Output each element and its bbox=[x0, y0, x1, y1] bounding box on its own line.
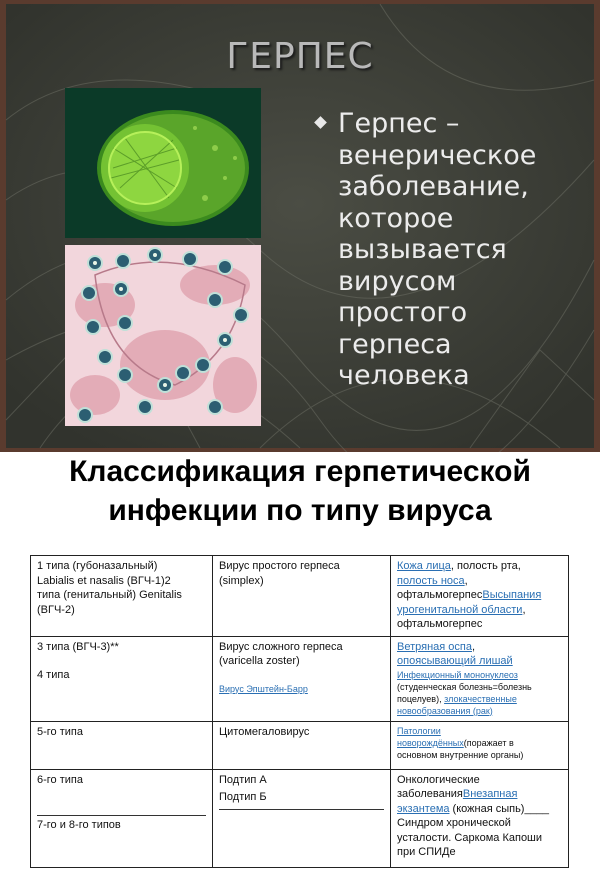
slide-title: ГЕРПЕС bbox=[226, 36, 374, 77]
table-cell-type: 5-го типа bbox=[31, 721, 213, 769]
link-chickenpox[interactable]: Ветряная оспа bbox=[397, 640, 472, 653]
link-shingles[interactable]: опоясывающий лишай bbox=[397, 655, 513, 667]
link-epstein-barr[interactable]: Вирус Эпштейн-Барр bbox=[219, 683, 308, 694]
table-cell-type: 3 типа (ВГЧ-3)** 4 типа bbox=[31, 636, 213, 721]
infected-cells-micrograph bbox=[65, 245, 261, 426]
link-urogenital[interactable]: урогенитальной области bbox=[397, 603, 523, 616]
table-row bbox=[31, 636, 569, 721]
link-malignant[interactable]: злокачественные bbox=[444, 693, 517, 704]
link-rash[interactable]: Высыпания bbox=[482, 589, 542, 601]
link-skin-face[interactable]: Кожа лица bbox=[397, 560, 451, 572]
table-row bbox=[31, 556, 569, 637]
link-nasal-cavity[interactable]: полость носа bbox=[397, 574, 465, 587]
link-neoplasms[interactable]: новообразования (рак) bbox=[397, 705, 493, 716]
table-row bbox=[31, 721, 569, 769]
table-cell-virus: Вирус простого герпеса (simplex) bbox=[213, 556, 391, 637]
herpes-virus-micrograph bbox=[65, 88, 261, 238]
table-cell-manifestations: Патологии новорождённых(поражает в основном внутренние органы) bbox=[391, 721, 569, 769]
table-cell-manifestations: Онкологические заболеванияВнезапная экзантема (кожная сыпь)____ Синдром хронической усталости. Саркома Капоши при СПИДе bbox=[391, 769, 569, 867]
table-cell-manifestations: Ветряная оспа, опоясывающий лишай Инфекционный мононуклеоз (студенческая болезнь=болезнь поцелуев), злокачественные новообразования (рак) bbox=[391, 636, 569, 721]
slide-bullet-text: Герпес – венерическое заболевание, которое вызывается вирусом простого герпеса человека bbox=[338, 108, 537, 391]
divider-line bbox=[219, 805, 384, 810]
table-cell-virus: Вирус сложного герпеса (varicella zoster) Вирус Эпштейн-Барр bbox=[213, 636, 391, 721]
table-cell-type: 6-го типа 7-го и 8-го типов bbox=[31, 769, 213, 867]
table-row bbox=[31, 769, 569, 867]
table-cell-type: 1 типа (губоназальный) Labialis et nasalis (ВГЧ-1)2 типа (генитальный) Genitalis (ВГЧ-2) bbox=[31, 556, 213, 637]
link-sudden-exanthem[interactable]: Внезапная bbox=[462, 788, 518, 800]
link-pathology[interactable]: Патологии bbox=[397, 725, 441, 736]
link-exanthem[interactable]: экзантема bbox=[397, 802, 450, 815]
table-cell-virus: Подтип А Подтип Б bbox=[213, 769, 391, 867]
divider-line bbox=[37, 801, 206, 816]
table-cell-virus: Цитомегаловирус bbox=[213, 721, 391, 769]
table-cell-manifestations: Кожа лица, полость рта, полость носа, офтальмогерпесВысыпания урогенитальной области, офтальмогерпес bbox=[391, 556, 569, 637]
link-newborns[interactable]: новорождённых bbox=[397, 737, 464, 748]
classification-title: Классификация герпетической инфекции по типу вируса bbox=[69, 455, 531, 527]
link-mononucleosis[interactable]: Инфекционный мононуклеоз bbox=[397, 669, 518, 680]
classification-table bbox=[30, 555, 569, 868]
